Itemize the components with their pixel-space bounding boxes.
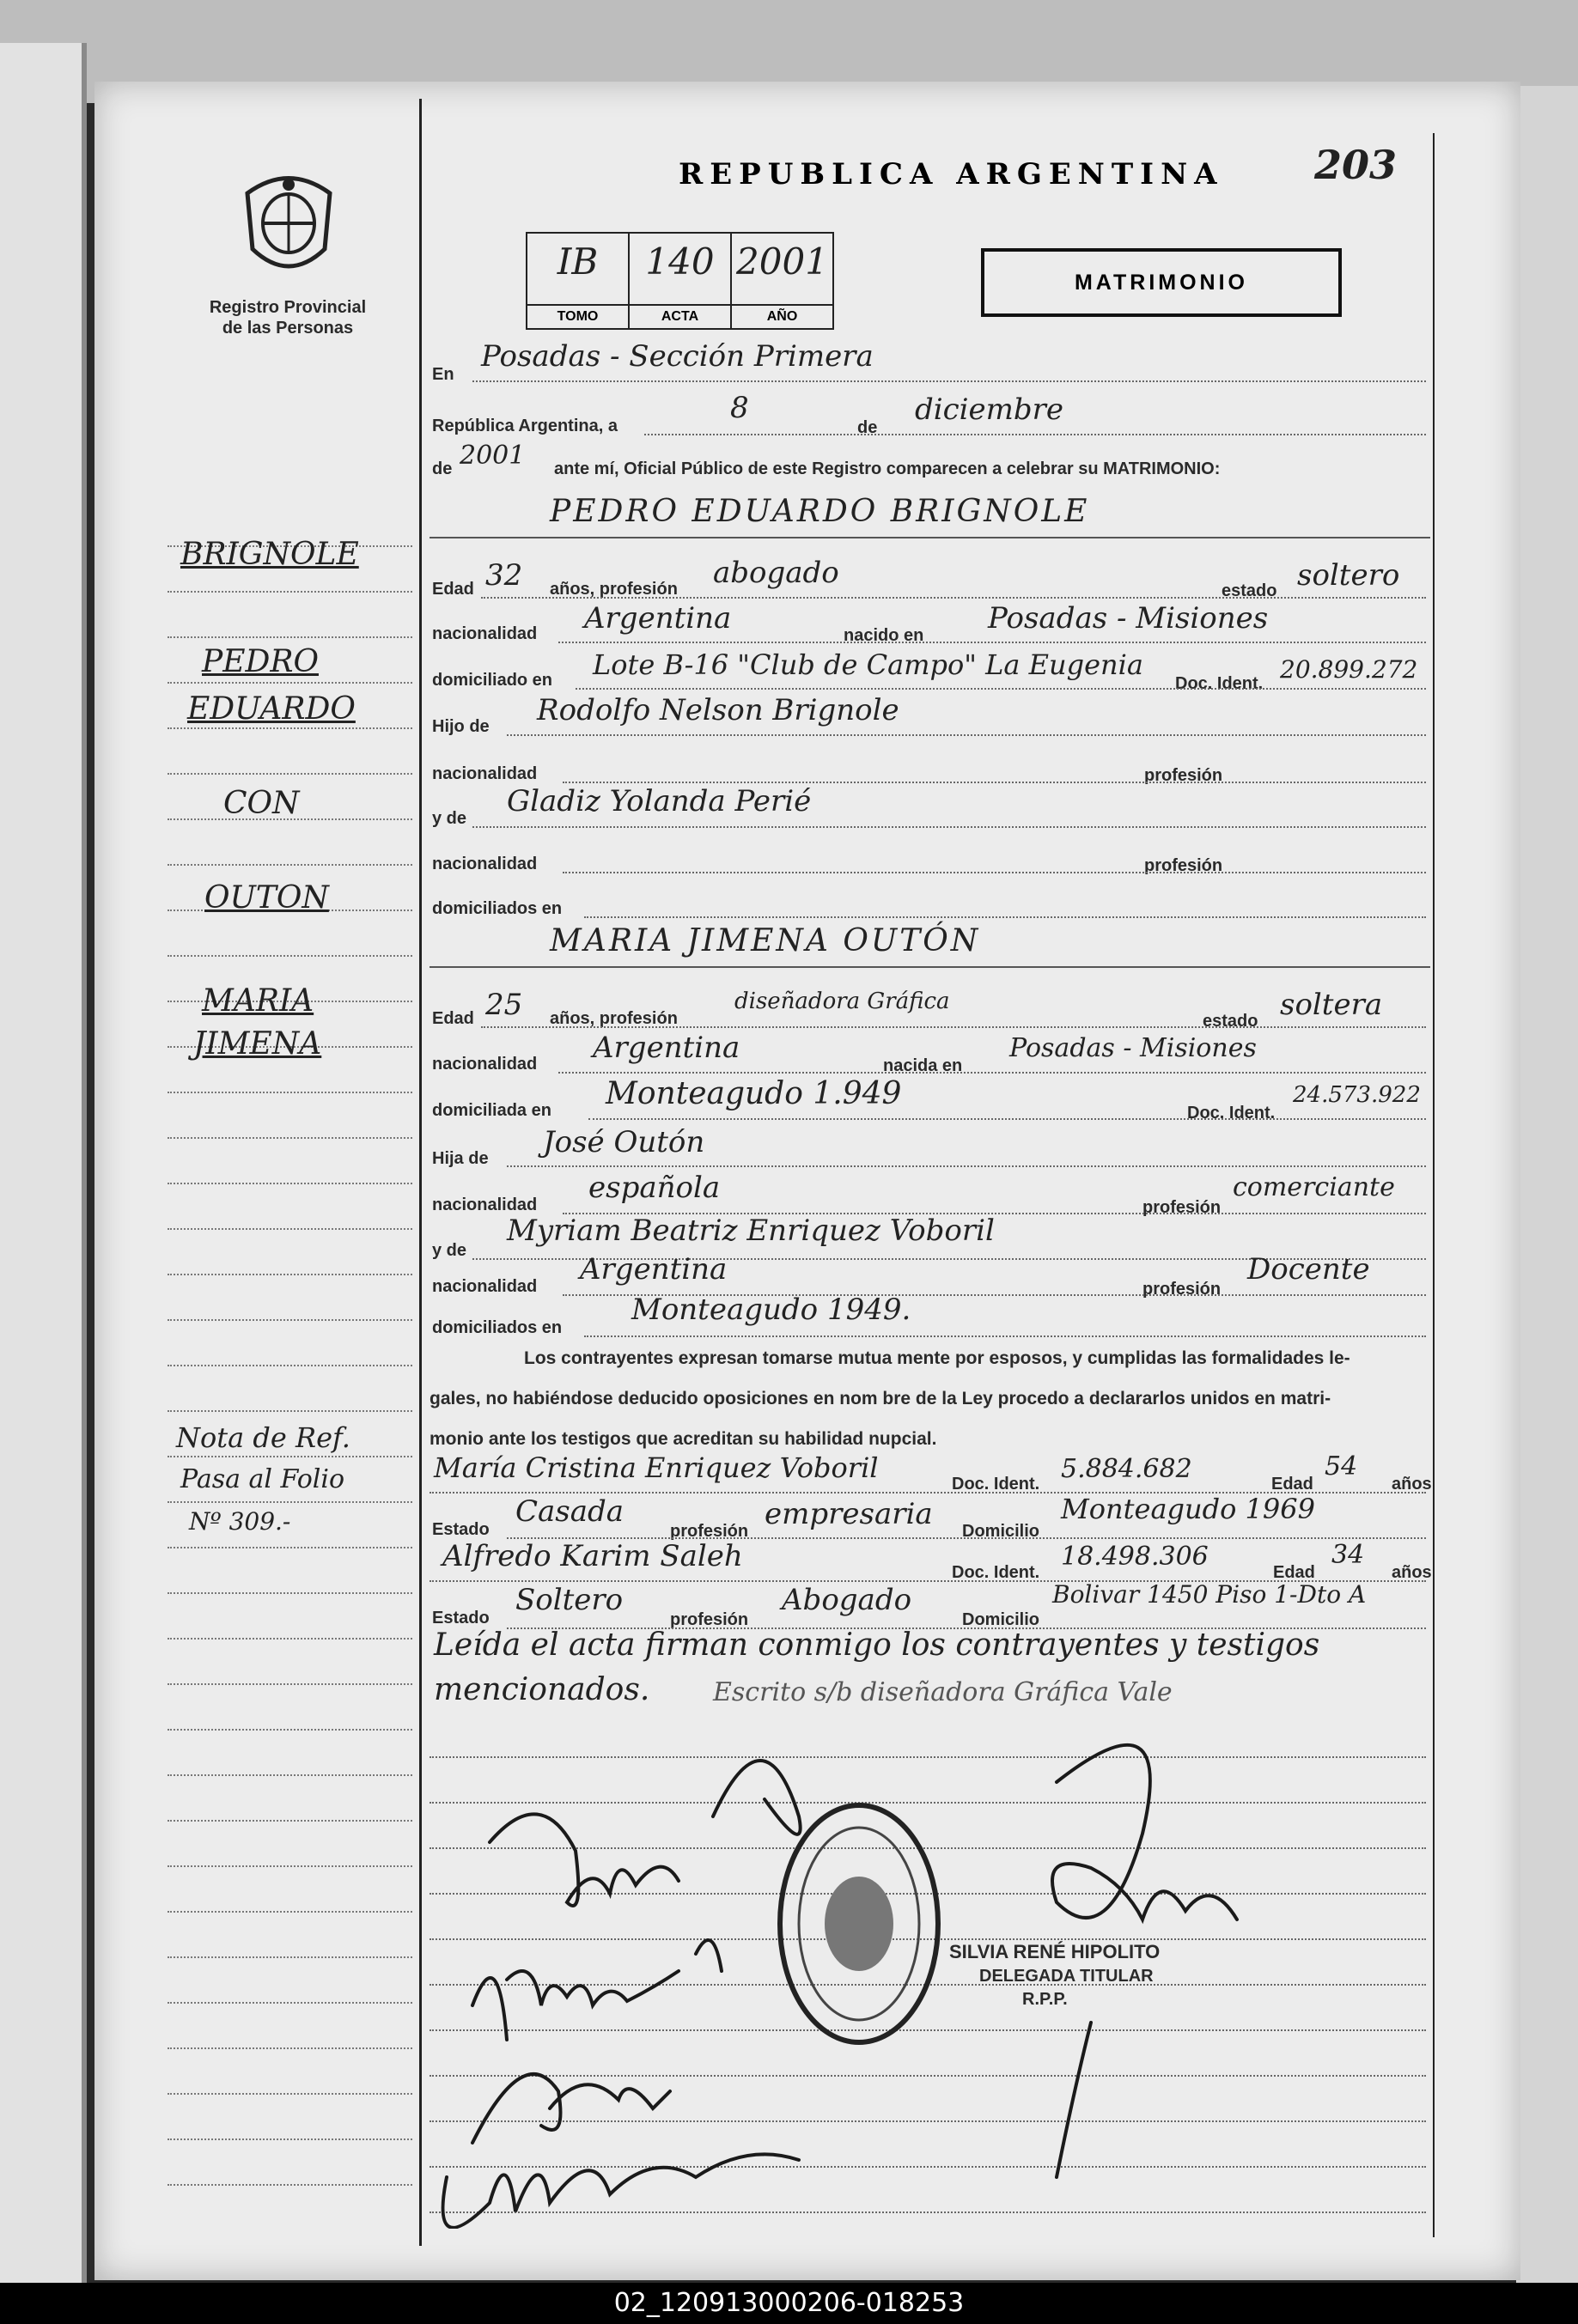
margin-ruled-line [168,727,412,729]
bride-edad-label: Edad [432,1009,474,1028]
tomo-label: TOMO [527,304,628,328]
witness2-edad: 34 [1331,1540,1365,1570]
bride-domiciliados-label: domiciliados en [432,1318,563,1337]
line [481,597,1426,599]
witness1-doc-label: Doc. Ident. [952,1475,1040,1494]
bride-doc-label: Doc. Ident. [1187,1104,1276,1122]
closing-line2: mencionados. [434,1672,650,1707]
margin-ruled-line [168,1456,412,1457]
stamp-name: SILVIA RENÉ HIPOLITO [949,1941,1161,1962]
margin-ruled-line [168,2093,412,2095]
margin-ruled-line [168,2184,412,2186]
margin-ruled-line [168,1638,412,1640]
witness1-domicilio: Monteagudo 1969 [1061,1493,1315,1525]
groom-domicilio: Lote B-16 "Club de Campo" La Eugenia [593,648,1143,681]
groom-nac-label: nacionalidad [432,624,538,643]
bride-edad: 25 [485,988,523,1022]
groom-padre: Rodolfo Nelson Brignole [537,693,899,727]
groom-edad-label: Edad [432,580,474,599]
bride-estado: soltera [1280,988,1383,1022]
witness2-estado-label: Estado [432,1609,490,1627]
witness1-profesion: empresaria [765,1497,933,1531]
line [430,537,1430,538]
groom-madre-prof-label: profesión [1144,856,1223,875]
witness2-prof-label: profesión [670,1610,749,1629]
line [558,642,1426,643]
groom-madre: Gladiz Yolanda Perié [507,784,812,818]
witness2-doc: 18.498.306 [1061,1542,1209,1572]
line [472,826,1426,828]
footer-code: 02_120913000206-018253 [0,2283,1578,2324]
line [576,688,1426,690]
line [481,1026,1426,1028]
line [584,916,1426,918]
de-label: de [857,418,878,437]
margin-ruled-line [168,773,412,775]
bride-hija-label: Hija de [432,1149,489,1168]
declaration-line3: monio ante los testigos que acreditan su habilidad nupcial. [430,1429,937,1449]
groom-domiciliados-label: domiciliados en [432,899,563,918]
margin-ruled-line [168,1683,412,1685]
right-rule [1433,133,1435,2237]
bride-domicilio: Monteagudo 1.949 [606,1076,902,1111]
tomo-value: IB [557,240,599,283]
margin-con: CON [223,786,300,821]
day-value: 8 [730,391,749,425]
margin-ruled-line [168,1410,412,1412]
margin-ruled-line [168,1501,412,1503]
bride-madre-profesion: Docente [1247,1252,1370,1287]
margin-note-line1: Nota de Ref. [176,1421,350,1454]
groom-profesion: abogado [713,556,839,590]
groom-hijo-label: Hijo de [432,717,490,736]
groom-madre-nac-label: nacionalidad [432,855,538,873]
groom-prof-label: años, profesión [550,580,678,599]
witness2-estado: Soltero [515,1583,624,1617]
tomo-cell [527,234,630,328]
bride-dom-label: domiciliada en [432,1101,551,1120]
anio-cell [732,234,832,328]
place-value: Posadas - Sección Primera [481,339,874,374]
bride-yde-label: y de [432,1241,467,1260]
bride-padre-profesion: comerciante [1233,1172,1395,1202]
witness2-doc-label: Doc. Ident. [952,1563,1040,1582]
line [430,966,1430,968]
bride-padre-nac-label: nacionalidad [432,1195,538,1214]
margin-ruled-line [168,1865,412,1867]
line [563,782,1426,783]
acta-value: 140 [645,240,715,283]
groom-dom-label: domiciliado en [432,671,553,690]
margin-bride-given2: JIMENA [193,1026,322,1062]
witness2-dom-label: Domicilio [962,1610,1040,1629]
margin-ruled-line [168,1774,412,1776]
bride-padre: José Outón [543,1125,705,1159]
registry-line1: Registro Provincial [209,298,367,317]
de2-label: de [432,459,453,478]
bride-doc: 24.573.922 [1293,1082,1421,1108]
witness2-edad-label: Edad [1273,1563,1315,1582]
bride-domiciliados: Monteagudo 1949. [631,1293,911,1327]
statement: ante mí, Oficial Público de este Registro comparecen a celebrar su MATRIMONIO: [554,459,1221,478]
line [563,872,1426,873]
register-page [94,82,1520,2280]
witness1-anos-label: años [1392,1475,1432,1494]
bride-name: MARIA JIMENA OUTÓN [550,923,981,958]
document-type: MATRIMONIO [981,248,1342,317]
groom-padre-prof-label: profesión [1144,766,1223,785]
bride-madre-prof-label: profesión [1142,1280,1222,1299]
margin-ruled-line [168,1183,412,1184]
closing-note: Escrito s/b diseñadora Gráfica Vale [713,1677,1173,1707]
groom-name: PEDRO EDUARDO BRIGNOLE [550,494,1090,529]
bride-nacida-label: nacida en [883,1056,963,1075]
groom-yde-label: y de [432,809,467,828]
bride-madre: Myriam Beatriz Enriquez Voboril [507,1214,995,1248]
margin-ruled-line [168,2002,412,2004]
registry-line2: de las Personas [222,319,354,338]
official-seal [773,1799,945,2048]
country-title: REPUBLICA ARGENTINA [679,157,1224,192]
margin-groom-surname: BRIGNOLE [180,537,359,572]
margin-ruled-line [168,864,412,866]
margin-ruled-line [168,1137,412,1139]
witness1-edad-label: Edad [1271,1475,1313,1494]
page-number: 203 [1314,142,1398,188]
coat-of-arms-icon [239,167,338,279]
margin-bride-given1: MARIA [202,983,314,1019]
margin-ruled-line [168,1956,412,1958]
line [558,1072,1426,1074]
margin-ruled-line [168,955,412,957]
margin-ruled-line [168,1228,412,1230]
witness2-anos-label: años [1392,1563,1432,1582]
groom-doc-label: Doc. Ident. [1175,674,1264,693]
line [644,434,1426,435]
witness1-edad: 54 [1325,1451,1358,1481]
margin-ruled-line [168,636,412,638]
witness1-estado: Casada [515,1494,624,1529]
stamp-office: R.P.P. [1022,1990,1068,2009]
witness1-prof-label: profesión [670,1522,749,1541]
margin-ruled-line [168,591,412,593]
acta-label: ACTA [630,304,730,328]
margin-ruled-line [168,682,412,684]
bride-nacida-en: Posadas - Misiones [1009,1033,1257,1063]
line [584,1335,1426,1337]
acta-cell [630,234,732,328]
margin-ruled-line [168,1319,412,1321]
bride-profesion: diseñadora Gráfica [734,989,950,1014]
margin-ruled-line [168,1911,412,1913]
margin-ruled-line [168,1274,412,1275]
bride-madre-nacionalidad: Argentina [580,1252,728,1287]
margin-ruled-line [168,1092,412,1093]
margin-ruled-line [168,1729,412,1731]
line [472,380,1426,382]
line [507,1165,1426,1167]
margin-note-line3: Nº 309.- [189,1507,291,1536]
republica-label: República Argentina, a [432,417,618,435]
record-box [526,232,834,330]
declaration-line2: gales, no habiéndose deducido oposiciones en nom bre de la Ley procedo a declararlos unidos en matri- [430,1389,1331,1408]
bride-padre-nacionalidad: española [588,1171,721,1205]
groom-doc: 20.899.272 [1280,655,1418,684]
bride-padre-prof-label: profesión [1142,1198,1222,1217]
line [507,734,1426,736]
facing-page [0,43,87,2284]
bride-prof-label: años, profesión [550,1009,678,1028]
en-label: En [432,365,454,384]
margin-groom-given1: PEDRO [202,644,319,679]
witness1-name: María Cristina Enriquez Voboril [434,1451,879,1484]
witness2-name: Alfredo Karim Saleh [442,1539,743,1573]
margin-rule [419,99,422,2246]
closing-line1: Leída el acta firman conmigo los contrayentes y testigos [434,1627,1320,1663]
groom-nacionalidad: Argentina [584,601,732,636]
groom-nacido-label: nacido en [844,626,924,645]
line [588,1118,1426,1120]
groom-estado: soltero [1297,558,1400,593]
groom-nacido-en: Posadas - Misiones [988,601,1269,636]
groom-padre-nac-label: nacionalidad [432,764,538,783]
witness2-profesion: Abogado [782,1583,912,1617]
anio-value: 2001 [736,240,828,283]
bride-estado-label: estado [1203,1012,1258,1031]
witness1-doc: 5.884.682 [1061,1454,1192,1484]
margin-ruled-line [168,1592,412,1594]
margin-ruled-line [168,2138,412,2140]
bride-nacionalidad: Argentina [593,1031,740,1065]
bride-madre-nac-label: nacionalidad [432,1277,538,1296]
margin-note-line2: Pasa al Folio [180,1464,345,1494]
margin-ruled-line [168,1365,412,1366]
witness1-estado-label: Estado [432,1520,490,1539]
margin-bride-surname: OUTON [204,880,329,916]
year-value: 2001 [460,441,526,471]
stamp-role: DELEGADA TITULAR [979,1967,1154,1986]
declaration-line1: Los contrayentes expresan tomarse mutua mente por esposos, y cumplidas las formalidades le- [524,1348,1350,1368]
bride-nac-label: nacionalidad [432,1055,538,1074]
witness2-domicilio: Bolivar 1450 Piso 1-Dto A [1052,1580,1367,1609]
margin-ruled-line [168,1820,412,1822]
margin-ruled-line [168,2047,412,2049]
month-value: diciembre [915,392,1064,427]
margin-ruled-line [168,1547,412,1548]
page-edge [1516,86,1578,2284]
groom-edad: 32 [485,558,523,593]
groom-estado-label: estado [1222,581,1277,600]
margin-groom-given2: EDUARDO [187,691,356,727]
anio-label: AÑO [732,304,832,328]
witness1-dom-label: Domicilio [962,1522,1040,1541]
